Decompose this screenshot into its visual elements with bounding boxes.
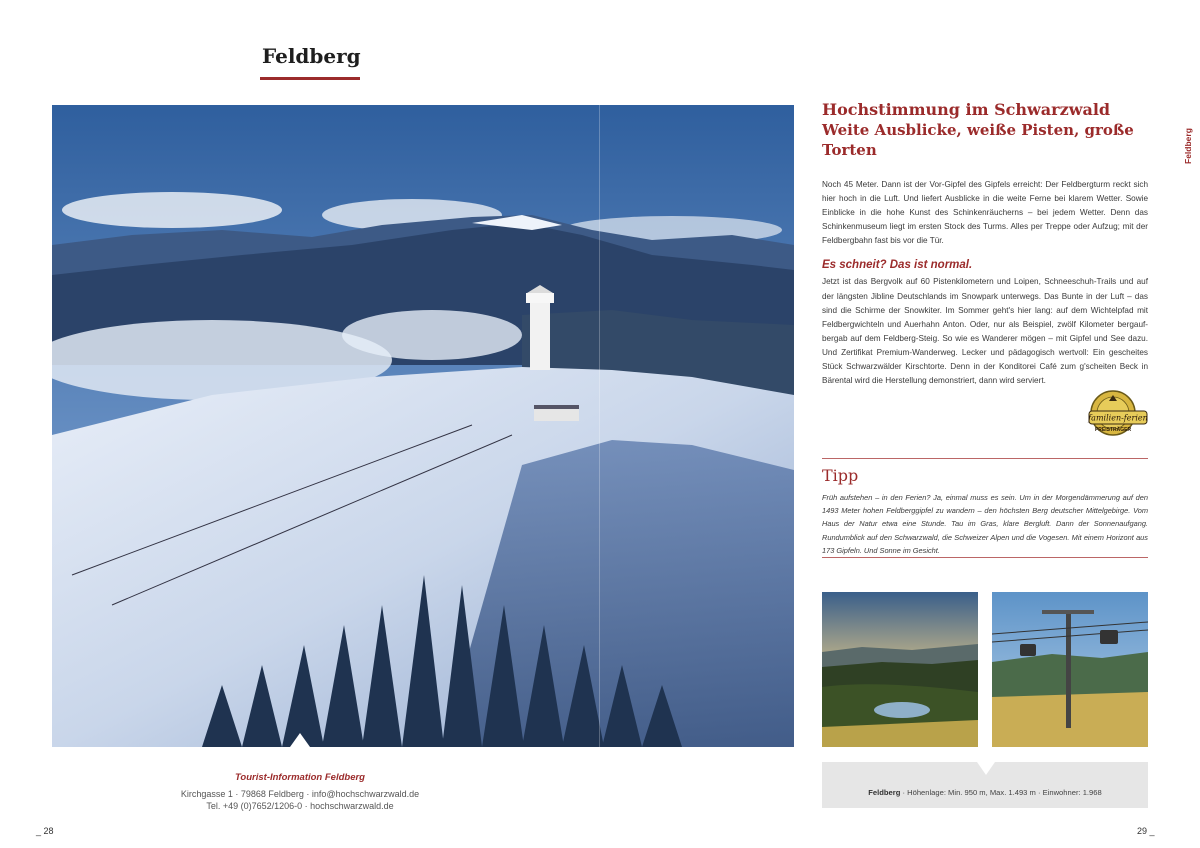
article-headline: Hochstimmung im Schwarzwald	[822, 100, 1111, 119]
article-section-text: Jetzt ist das Bergvolk auf 60 Pistenkilometern und Loipen, Schneeschuh-Trails und auf der längsten Jibline Deutschlands im Snowpark unterwegs. Das Bunte in der Luft – das sind die Schirme der Snowkiter. Im Sommer geht's hier lang: auf dem Wichtelpfad mit Feldbergwichteln und Auerhahn Anton. Oder, nur als Beispiel, zwölf Kilometer bergauf-bergab auf dem Feldberg-Steig. So wie es Wanderer mögen – mit Gipfel und See dazu. Und Zertifikat Premium-Wanderweg. Lecker und pädagogisch wertvoll: Ein gescheites Stück Schwarzwälder Kirschtorte. Denn in der Konditorei Café zum g'scheiten Beck in Bärental wird die Herstellung demonstriert, dann wird serviert.	[822, 277, 1148, 386]
svg-text:PREISTRÄGER: PREISTRÄGER	[1094, 427, 1132, 433]
side-label: Feldberg	[1183, 128, 1193, 164]
article-subheadline: Weite Ausblicke, weiße Pisten, große Torten	[822, 121, 1134, 159]
page-number-left: _ 28	[36, 826, 54, 836]
info-place: Feldberg	[868, 788, 901, 797]
photo-lake-sunset	[822, 592, 978, 747]
tourist-info-address: Kirchgasse 1 · 79868 Feldberg · info@hochschwarzwald.de	[180, 789, 420, 799]
tourist-info-title: Tourist-Information Feldberg	[234, 772, 365, 783]
article-section-heading: Es schneit? Das ist normal.	[822, 259, 973, 272]
main-photo-feldberg-winter	[52, 105, 794, 747]
photo-cable-car	[992, 592, 1148, 747]
article	[822, 100, 1148, 388]
tip-heading: Tipp	[822, 466, 859, 485]
familien-ferien-award-seal	[1087, 389, 1149, 437]
info-box-notch	[977, 762, 995, 775]
tip-bottom-rule	[822, 557, 1148, 558]
tourist-information	[150, 772, 450, 812]
svg-text:familien-ferien: familien-ferien	[1088, 413, 1148, 423]
article-intro: Noch 45 Meter. Dann ist der Vor-Gipfel des Gipfels erreicht: Der Feldbergturm reckt sich hier hoch in die Luft. Und liefert Ausblicke in die weite Ferne bei klarem Wetter. Sowie Einblicke in die hohe Kunst des Schinkenräucherns – bei jedem Wetter. Denn das Schinkenmuseum liegt im ersten Stock des Turms. Alles per Treppe oder Aufzug; mit der Feldbergbahn fast bis vor die Tür.	[822, 180, 1148, 246]
info-line	[822, 788, 1148, 797]
tip-top-rule	[822, 458, 1148, 459]
page-number-right: 29 _	[1137, 826, 1155, 836]
title-underline	[260, 77, 360, 80]
info-details: · Höhenlage: Min. 950 m, Max. 1.493 m · Einwohner: 1.968	[900, 788, 1102, 797]
section-title: Feldberg	[262, 44, 361, 68]
page-fold	[599, 105, 600, 747]
photo-notch	[290, 733, 310, 747]
tip-text: Früh aufstehen – in den Ferien? Ja, einmal muss es sein. Um in der Morgendämmerung auf den 1493 Meter hohen Feldberggipfel zu wandern – den höchsten Berg deutscher Mittelgebirge. Vom Haus der Natur etwa eine Stunde. Tau im Gras, klare Bergluft. Dann der Sonnenaufgang. Rundumblick auf den Schwarzwald, die Schweizer Alpen und die Vogesen. Mit einem Horizont aus 173 Gipfeln. Und Sonne im Gesicht.	[822, 493, 1148, 555]
tourist-info-contact: Tel. +49 (0)7652/1206-0 · hochschwarzwald.de	[206, 801, 394, 811]
